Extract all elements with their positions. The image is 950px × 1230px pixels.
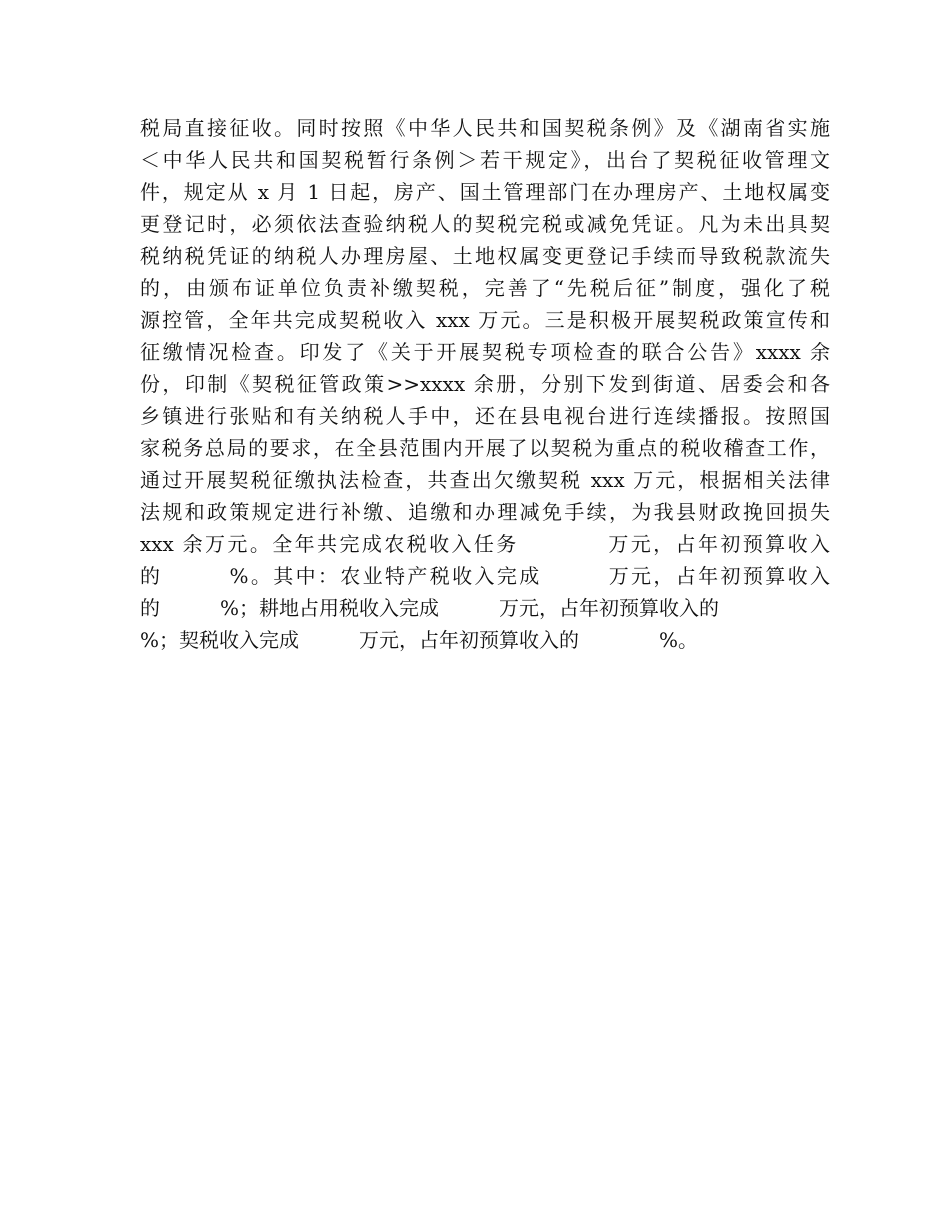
text-line: 法规和政策规定进行补缴、追缴和办理减免手续，为我县财政挽回损失: [140, 500, 830, 524]
text-line: xxx 余万元。全年共完成农税收入任务 万元，占年初预算收入: [140, 532, 830, 556]
text-line: 征缴情况检查。印发了《关于开展契税专项检查的联合公告》xxxx 余: [140, 340, 830, 364]
text-line: 源控管，全年共完成契税收入 xxx 万元。三是积极开展契税政策宣传和: [140, 308, 830, 332]
text-line: 税纳税凭证的纳税人办理房屋、土地权属变更登记手续而导致税款流失: [140, 244, 830, 268]
text-line: 家税务总局的要求，在全县范围内开展了以契税为重点的税收稽查工作，: [140, 436, 830, 460]
text-line: 通过开展契税征缴执法检查，共查出欠缴契税 xxx 万元，根据相关法律: [140, 468, 830, 492]
text-line: 税局直接征收。同时按照《中华人民共和国契税条例》及《湖南省实施: [140, 116, 830, 140]
text-line: 的 %；耕地占用税收入完成 万元，占年初预算收入的: [140, 596, 720, 620]
text-line: 的，由颁布证单位负责补缴契税，完善了“先税后征”制度，强化了税: [140, 276, 830, 300]
body-paragraph: [140, 112, 830, 656]
text-line: 乡镇进行张贴和有关纳税人手中，还在县电视台进行连续播报。按照国: [140, 404, 830, 428]
text-line: 件，规定从 x 月 1 日起，房产、国土管理部门在办理房产、土地权属变: [140, 180, 830, 204]
text-line: 更登记时，必须依法查验纳税人的契税完税或减免凭证。凡为未出具契: [140, 212, 830, 236]
text-line: 份，印制《契税征管政策>>xxxx 余册，分别下发到街道、居委会和各: [140, 372, 830, 396]
text-line: 的 %。其中：农业特产税收入完成 万元，占年初预算收入: [140, 564, 830, 588]
text-line: ＜中华人民共和国契税暂行条例＞若干规定》，出台了契税征收管理文: [140, 148, 830, 172]
text-line: %；契税收入完成 万元，占年初预算收入的 %。: [140, 628, 699, 652]
